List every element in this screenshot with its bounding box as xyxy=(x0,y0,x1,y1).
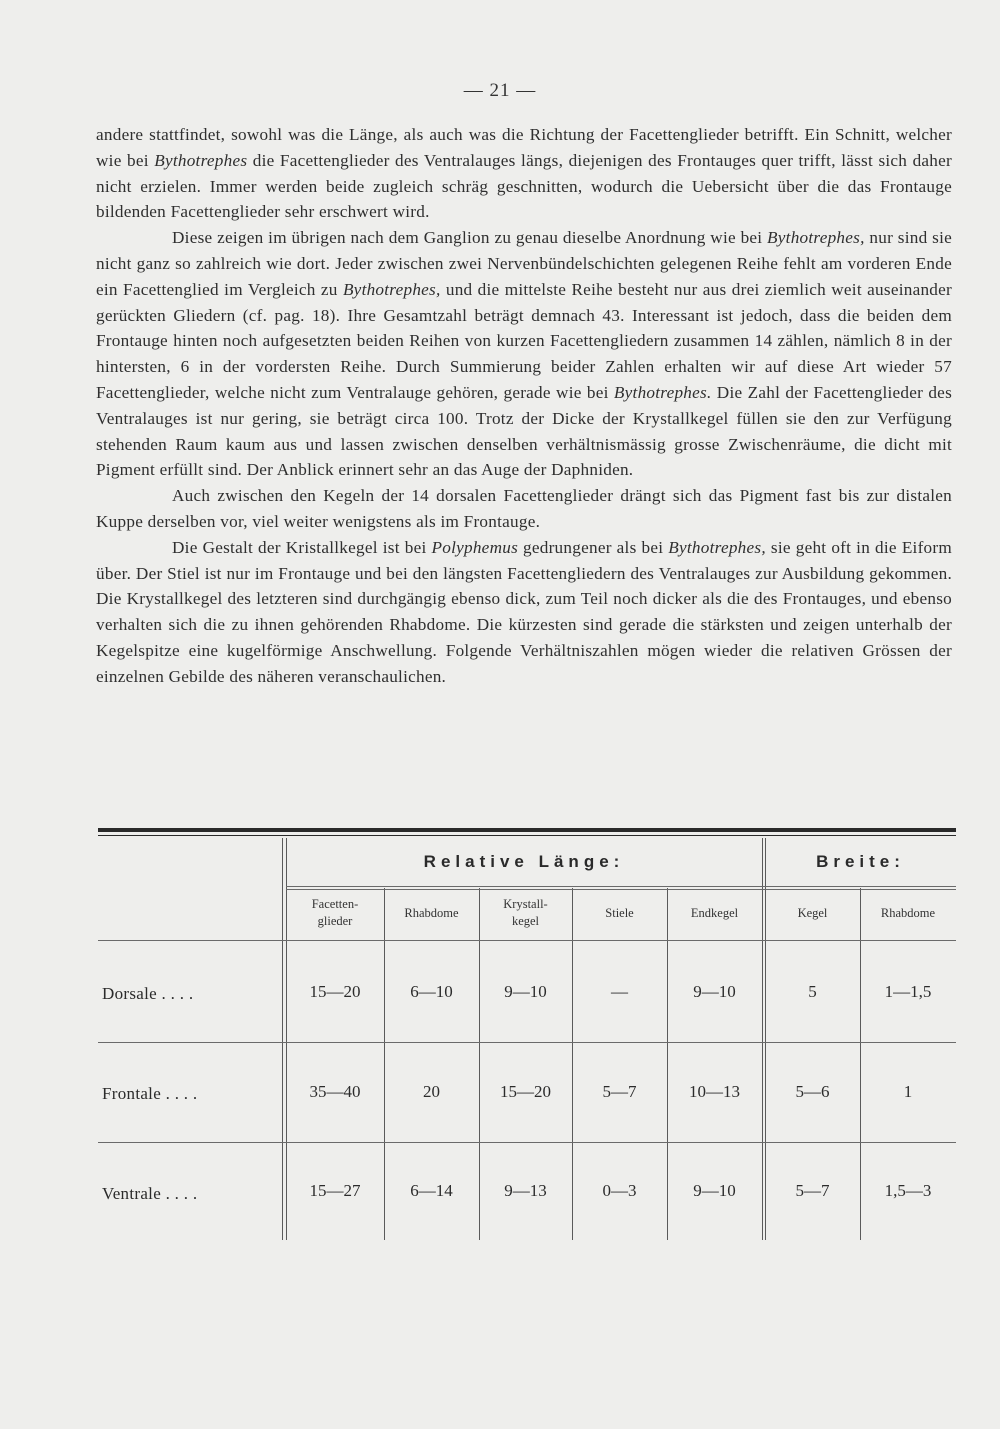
row-label-ventrale: Ventrale . . . . xyxy=(102,1184,198,1203)
species-name: Bythotrephes, xyxy=(342,279,441,299)
group-header-relative-length: Relative Länge: xyxy=(423,852,625,871)
row-label-frontale: Frontale . . . . xyxy=(102,1084,198,1103)
column-header-rhabdome-width xyxy=(860,890,956,936)
text-run: Die Zahl der Facettenglieder des Ventralauges ist nur gering, sie beträgt circa 100. Trotz der Dicke der Krystallkegel füllen sie den zur Verfügung stehenden Raum kaum aus und lassen zwischen denselben verhältnismässig grosse Zwischenräume, die dicht mit Pigment erfüllt sind. Der Anblick erinnert sehr an das Auge der Daphniden. xyxy=(96,382,953,480)
column-header-underline xyxy=(98,940,956,941)
table-cell: — xyxy=(611,982,628,1001)
text-run: die Facettenglieder des Ventralauges längs, diejenigen des Frontauges quer trifft, lässt sich daher nicht erzielen. Immer werden beide zugleich schräg geschnitten, wodurch die Uebersicht über die das Frontauge bildenden Facettenglieder sehr erschwert wird. xyxy=(96,150,952,222)
species-name: Bythotrephes, xyxy=(668,537,766,557)
group-header-width: Breite: xyxy=(816,852,905,871)
species-name: Bythotrephes, xyxy=(767,228,865,248)
table-cell: 1—1,5 xyxy=(884,982,932,1001)
column-header-line: Endkegel xyxy=(690,905,739,920)
table-cell: 15—27 xyxy=(309,1181,361,1200)
species-name: Bythotrephes xyxy=(154,150,248,170)
column-header-krystallkegel xyxy=(479,890,572,936)
table-cell: 9—10 xyxy=(693,1181,736,1200)
text-run: andere stattfindet, sowohl was die Länge, als auch was die Richtung der Facettenglieder betrifft. Ein Schnitt, welcher wie bei xyxy=(96,125,952,170)
row-divider-1 xyxy=(98,1042,956,1043)
column-header-line: Rhabdome xyxy=(880,905,936,920)
text-run: nur sind sie nicht ganz so zahlreich wie dort. Jeder zwischen zwei Nervenbündelschichten gelegenen Reihe fehlt am vorderen Ende ein Facettenglied im Vergleich zu xyxy=(96,228,952,299)
column-header-line: Krystall- xyxy=(503,897,548,911)
species-name: Polyphemus xyxy=(431,537,519,557)
divider-label-column xyxy=(282,838,283,1240)
paragraph-2 xyxy=(96,225,952,483)
text-run: und die mittelste Reihe besteht nur aus drei ziemlich weit auseinander gerückten Gliedern (cf. pag. 18). Ihre Gesamtzahl beträgt demnach 43. Interessant ist jedoch, dass die beiden dem Frontauge hinten noch aufgesetzten beiden Reihen von kurzen Facettengliedern zusammen 14 zählen, nämlich 8 in der hintersten, 6 in der vordersten Reihe. Durch Summierung beider Zahlen erhalten wir auf diese Art wieder 57 Facettenglieder, welche nicht zum Ventralauge gehören, gerade wie bei xyxy=(96,279,952,402)
table-cell: 10—13 xyxy=(689,1082,740,1101)
text-run: Diese zeigen im übrigen nach dem Ganglion zu genau dieselbe Anordnung wie bei xyxy=(172,228,768,248)
table-cell: 6—10 xyxy=(410,982,453,1001)
table-cell: 9—10 xyxy=(693,982,736,1001)
column-header-line: kegel xyxy=(511,914,540,928)
text-run: gedrungener als bei xyxy=(518,537,669,557)
column-header-line: glieder xyxy=(317,914,353,928)
paragraph-1 xyxy=(96,122,952,225)
column-header-endkegel xyxy=(667,890,762,936)
table-cell: 5—7 xyxy=(795,1181,830,1200)
column-header-facettenglieder xyxy=(286,890,384,936)
table-cell: 35—40 xyxy=(309,1082,361,1101)
table-cell: 1,5—3 xyxy=(884,1181,932,1200)
table-top-rule-thin xyxy=(98,835,956,836)
table-cell: 5 xyxy=(808,982,817,1001)
table-cell: 20 xyxy=(423,1082,440,1101)
column-header-line: Kegel xyxy=(797,905,828,920)
column-header-line: Stiele xyxy=(605,905,634,920)
column-header-kegel xyxy=(765,890,860,936)
column-header-line: Facetten- xyxy=(311,897,359,911)
ratio-table xyxy=(98,828,956,1240)
paragraph-4 xyxy=(96,535,952,690)
divider-width-group xyxy=(762,838,763,1240)
group-header-underline xyxy=(286,886,956,887)
table-cell: 15—20 xyxy=(309,982,361,1001)
text-run: sie geht oft in die Eiform über. Der Stiel ist nur im Frontauge und bei den längsten Facettengliedern des Ventralauges zur Ausbildung gekommen. Die Krystallkegel des letzteren sind durchgängig ebenso dick, zum Teil noch dicker als die des Frontauges, und ebenso verhalten sich die zu ihnen gehörenden Rhabdome. Die kürzesten sind gerade die stärksten und zeigen unterhalb der Kegelspitze eine kugelförmige Anschwellung. Folgende Verhältniszahlen mögen wieder die relativen Grössen der einzelnen Gebilde des näheren veranschaulichen. xyxy=(96,537,952,686)
table-cell: 5—7 xyxy=(602,1082,637,1101)
table-cell: 5—6 xyxy=(795,1082,830,1101)
column-header-rhabdome xyxy=(384,890,479,936)
table-top-rule-thick xyxy=(98,828,956,832)
species-name: Bythotrephes. xyxy=(613,382,712,402)
table-cell: 6—14 xyxy=(410,1181,453,1200)
row-label-dorsale: Dorsale . . . . xyxy=(102,984,194,1003)
table-cell: 15—20 xyxy=(500,1082,551,1101)
table-cell: 9—10 xyxy=(504,982,547,1001)
table-cell: 1 xyxy=(903,1082,913,1101)
text-run: Auch zwischen den Kegeln der 14 dorsalen Facettenglieder drängt sich das Pigment fast bis zur distalen Kuppe derselben vor, viel weiter wenigstens als im Frontauge. xyxy=(96,486,952,531)
paragraph-3 xyxy=(96,483,952,535)
table-cell: 9—13 xyxy=(504,1181,547,1200)
page-number: — 21 — xyxy=(463,80,537,101)
text-run: Die Gestalt der Kristallkegel ist bei xyxy=(172,537,432,557)
body-text xyxy=(96,122,952,690)
row-divider-2 xyxy=(98,1142,956,1143)
table-cell: 0—3 xyxy=(602,1181,637,1200)
column-header-line: Rhabdome xyxy=(404,905,459,920)
column-header-stiele xyxy=(572,890,667,936)
